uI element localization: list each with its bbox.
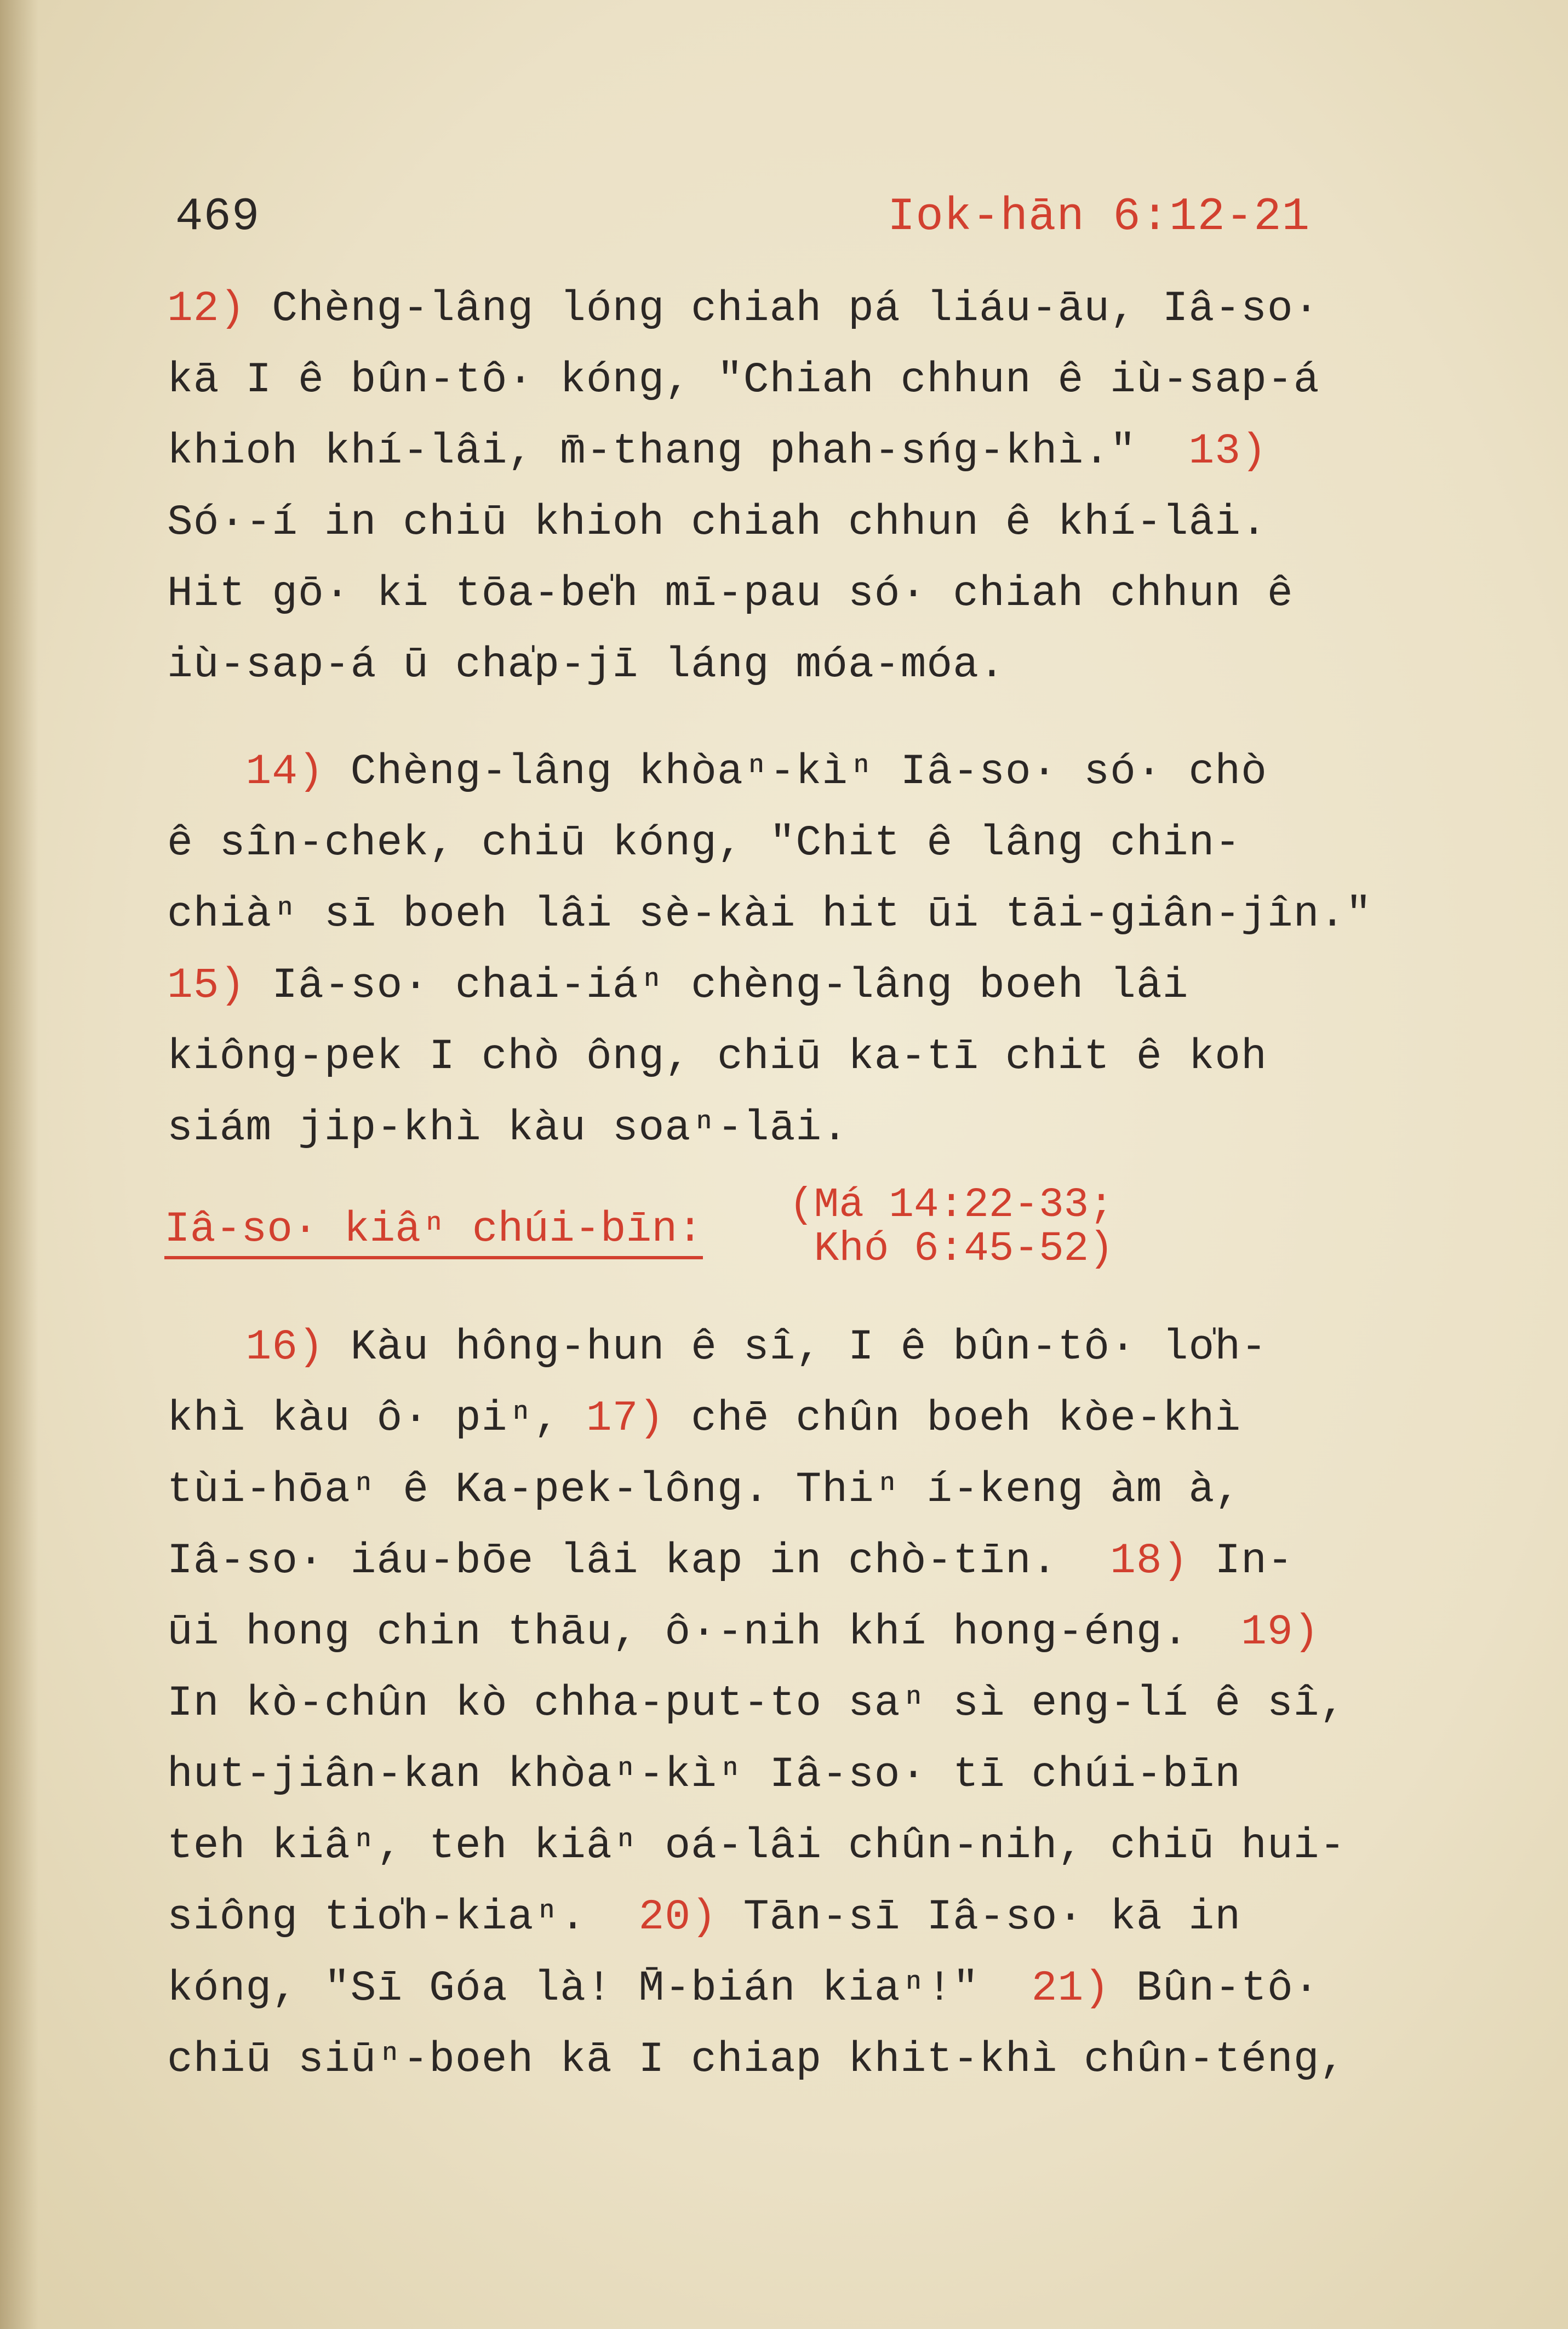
text-segment: Iâ-so· chai-iáⁿ chèng-lâng boeh lâi bbox=[245, 962, 1189, 1010]
text-segment: Chèng-lâng lóng chiah pá liáu-āu, Iâ-so· bbox=[245, 285, 1320, 333]
text-segment: ūi hong chin thāu, ô·-nih khí hong-éng. bbox=[167, 1608, 1241, 1657]
cross-reference bbox=[789, 1181, 1114, 1272]
text-line bbox=[167, 748, 1267, 796]
text-line bbox=[167, 570, 1294, 618]
text-line bbox=[167, 1965, 1320, 2013]
text-segment: Chèng-lâng khòaⁿ-kìⁿ Iâ-so· só· chò bbox=[324, 748, 1267, 796]
verse-number: 19) bbox=[1241, 1608, 1320, 1657]
text-segment: In kò-chûn kò chha-put-to saⁿ sì eng-lí ê sî, bbox=[167, 1680, 1346, 1728]
text-segment: Bûn-tô· bbox=[1110, 1965, 1320, 2013]
text-line bbox=[167, 1466, 1241, 1514]
text-segment: tùi-hōaⁿ ê Ka-pek-lông. Thiⁿ í-keng àm à, bbox=[167, 1466, 1241, 1514]
text-line bbox=[167, 1608, 1320, 1657]
text-line bbox=[167, 891, 1372, 939]
text-segment: Tān-sī Iâ-so· kā in bbox=[717, 1893, 1241, 1942]
text-segment: In- bbox=[1188, 1537, 1294, 1585]
text-line bbox=[167, 285, 1320, 333]
verse-number: 18) bbox=[1110, 1537, 1189, 1585]
verse-number: 16) bbox=[245, 1323, 324, 1372]
verse-number: 14) bbox=[245, 748, 324, 796]
text-segment: kiông-pek I chò ông, chiū ka-tī chit ê koh bbox=[167, 1033, 1267, 1081]
text-line bbox=[167, 427, 1267, 476]
text-segment: chē chûn boeh kòe-khì bbox=[665, 1395, 1241, 1443]
text-line bbox=[167, 1537, 1294, 1585]
text-segment: iù-sap-á ū cha̍p-jī láng móa-móa. bbox=[167, 641, 1005, 689]
text-segment: Iâ-so· iáu-bōe lâi kap in chò-tīn. bbox=[167, 1537, 1111, 1585]
verse-number: 12) bbox=[167, 285, 246, 333]
text-segment: ê sîn-chek, chiū kóng, "Chit ê lâng chin- bbox=[167, 819, 1241, 867]
text-segment bbox=[167, 1323, 245, 1372]
text-line bbox=[167, 2036, 1346, 2084]
text-segment: khioh khí-lâi, m̄-thang phah-sńg-khì." bbox=[167, 427, 1189, 476]
text-segment: kā I ê bûn-tô· kóng, "Chiah chhun ê iù-sap-á bbox=[167, 356, 1320, 404]
text-line bbox=[167, 962, 1189, 1010]
cross-reference-line: Khó 6:45-52) bbox=[789, 1225, 1114, 1272]
text-segment: khì kàu ô· piⁿ, bbox=[167, 1395, 586, 1443]
verse-number: 20) bbox=[638, 1893, 717, 1942]
verse-number: 17) bbox=[586, 1395, 665, 1443]
text-segment: siám jip-khì kàu soaⁿ-lāi. bbox=[167, 1104, 848, 1152]
verse-number: 15) bbox=[167, 962, 246, 1010]
text-line bbox=[167, 819, 1241, 867]
text-line bbox=[167, 1893, 1241, 1942]
text-segment: siông tio̍h-kiaⁿ. bbox=[167, 1893, 639, 1942]
verse-number: 21) bbox=[1031, 1965, 1111, 2013]
text-line bbox=[167, 1822, 1346, 1870]
chapter-reference: Iok-hān 6:12-21 bbox=[888, 191, 1311, 243]
text-line bbox=[167, 1323, 1267, 1372]
text-line bbox=[167, 1680, 1346, 1728]
text-line bbox=[167, 1395, 1241, 1443]
text-segment: chiàⁿ sī boeh lâi sè-kài hit ūi tāi-giân-jîn." bbox=[167, 891, 1372, 939]
text-segment: Só·-í in chiū khioh chiah chhun ê khí-lâi. bbox=[167, 499, 1267, 547]
text-segment bbox=[167, 748, 245, 796]
text-segment: kóng, "Sī Góa là! M̄-bián kiaⁿ!" bbox=[167, 1965, 1032, 2013]
text-line bbox=[167, 499, 1267, 547]
text-segment: hut-jiân-kan khòaⁿ-kìⁿ Iâ-so· tī chúi-bīn bbox=[167, 1751, 1241, 1799]
text-line bbox=[167, 1033, 1267, 1081]
text-line bbox=[167, 356, 1320, 404]
text-segment: Kàu hông-hun ê sî, I ê bûn-tô· lo̍h- bbox=[324, 1323, 1267, 1372]
section-heading: Iâ-so· kiâⁿ chúi-bīn: bbox=[164, 1206, 703, 1259]
verse-number: 13) bbox=[1188, 427, 1267, 476]
text-line bbox=[167, 641, 1005, 689]
text-line bbox=[167, 1104, 848, 1152]
text-segment: teh kiâⁿ, teh kiâⁿ oá-lâi chûn-nih, chiū hui- bbox=[167, 1822, 1346, 1870]
text-segment: chiū siūⁿ-boeh kā I chiap khit-khì chûn-téng, bbox=[167, 2036, 1346, 2084]
text-segment: Hit gō· ki tōa-be̍h mī-pau só· chiah chhun ê bbox=[167, 570, 1294, 618]
cross-reference-line: (Má 14:22-33; bbox=[789, 1181, 1114, 1229]
page-number: 469 bbox=[175, 191, 260, 243]
text-line bbox=[167, 1751, 1241, 1799]
